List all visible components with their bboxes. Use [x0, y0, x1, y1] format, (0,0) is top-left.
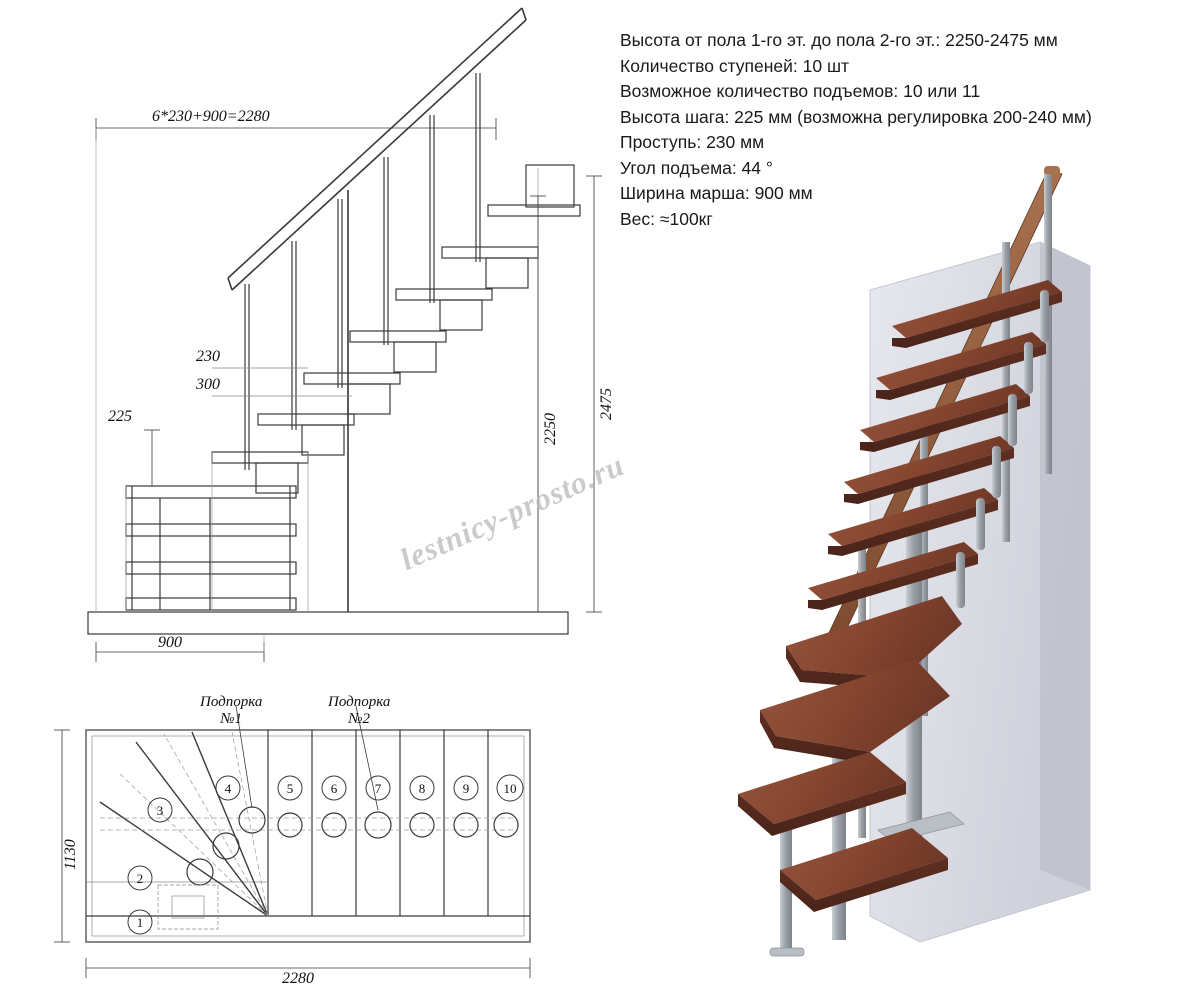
label-support-2-line2: №2: [348, 711, 371, 727]
dim-tread-overall: 300: [196, 376, 220, 393]
spec-line-rise-count: Возможное количество подъемов: 10 или 11: [620, 81, 981, 101]
svg-text:8: 8: [418, 781, 426, 796]
dim-height-floor: 2250: [542, 413, 559, 445]
side-elevation-svg: [60, 0, 620, 680]
dim-riser: 225: [108, 408, 132, 425]
baluster-group: [245, 73, 480, 470]
step-profile-group: [126, 165, 580, 610]
svg-text:6: 6: [330, 781, 338, 796]
svg-text:5: 5: [286, 781, 294, 796]
dim-tread: 230: [196, 348, 220, 365]
plan-dimension-lines: [54, 730, 530, 978]
svg-text:2: 2: [136, 871, 144, 886]
svg-text:1: 1: [136, 915, 144, 930]
plan-tread-dividers: [312, 730, 488, 916]
dim-run-total: 6*230+900=2280: [152, 108, 270, 125]
watermark-text: lestnicy-prosto.ru: [395, 446, 630, 577]
plan-outline: [86, 730, 530, 942]
spec-line-tread: Проступь: 230 мм: [620, 132, 765, 152]
plan-view-drawing: [40, 670, 620, 990]
dim-plan-length: 2280: [282, 970, 314, 987]
svg-text:3: 3: [156, 803, 164, 818]
floor-slab: [88, 612, 568, 634]
svg-text:10: 10: [503, 781, 517, 796]
svg-text:7: 7: [374, 781, 382, 796]
dim-width: 900: [158, 634, 182, 651]
spec-line-total-height: Высота от пола 1-го эт. до пола 2-го эт.: 2250-2475 мм: [620, 30, 1058, 50]
label-support-1-line1: Подпорка: [200, 694, 263, 710]
dim-plan-depth: 1130: [62, 839, 79, 870]
svg-text:4: 4: [224, 781, 232, 796]
handrail-bottom: [232, 20, 526, 290]
label-support-2-line1: Подпорка: [328, 694, 391, 710]
spec-line-weight: Вес: ≈100кг: [620, 208, 713, 229]
plan-step-numbers: [128, 775, 523, 934]
plan-post-circles: [187, 807, 518, 885]
spec-line-width: Ширина марша: 900 мм: [620, 183, 813, 203]
label-support-2: [328, 694, 390, 728]
label-support-1-line2: №1: [220, 711, 243, 727]
plan-winder-lines: [100, 732, 268, 916]
stair-3d-render: [620, 130, 1190, 990]
spec-line-step-height: Высота шага: 225 мм (возможна регулировка 200-240 мм): [620, 106, 1092, 127]
label-support-1: [200, 694, 262, 728]
spec-line-step-count: Количество ступеней: 10 шт: [620, 55, 850, 76]
handrail-top: [228, 8, 522, 278]
stair-3d-svg: [620, 130, 1190, 990]
svg-text:9: 9: [462, 781, 470, 796]
dim-height-total: 2475: [598, 388, 615, 420]
spec-line-angle: Угол подъема: 44 °: [620, 157, 773, 178]
side-elevation-drawing: [60, 0, 620, 680]
